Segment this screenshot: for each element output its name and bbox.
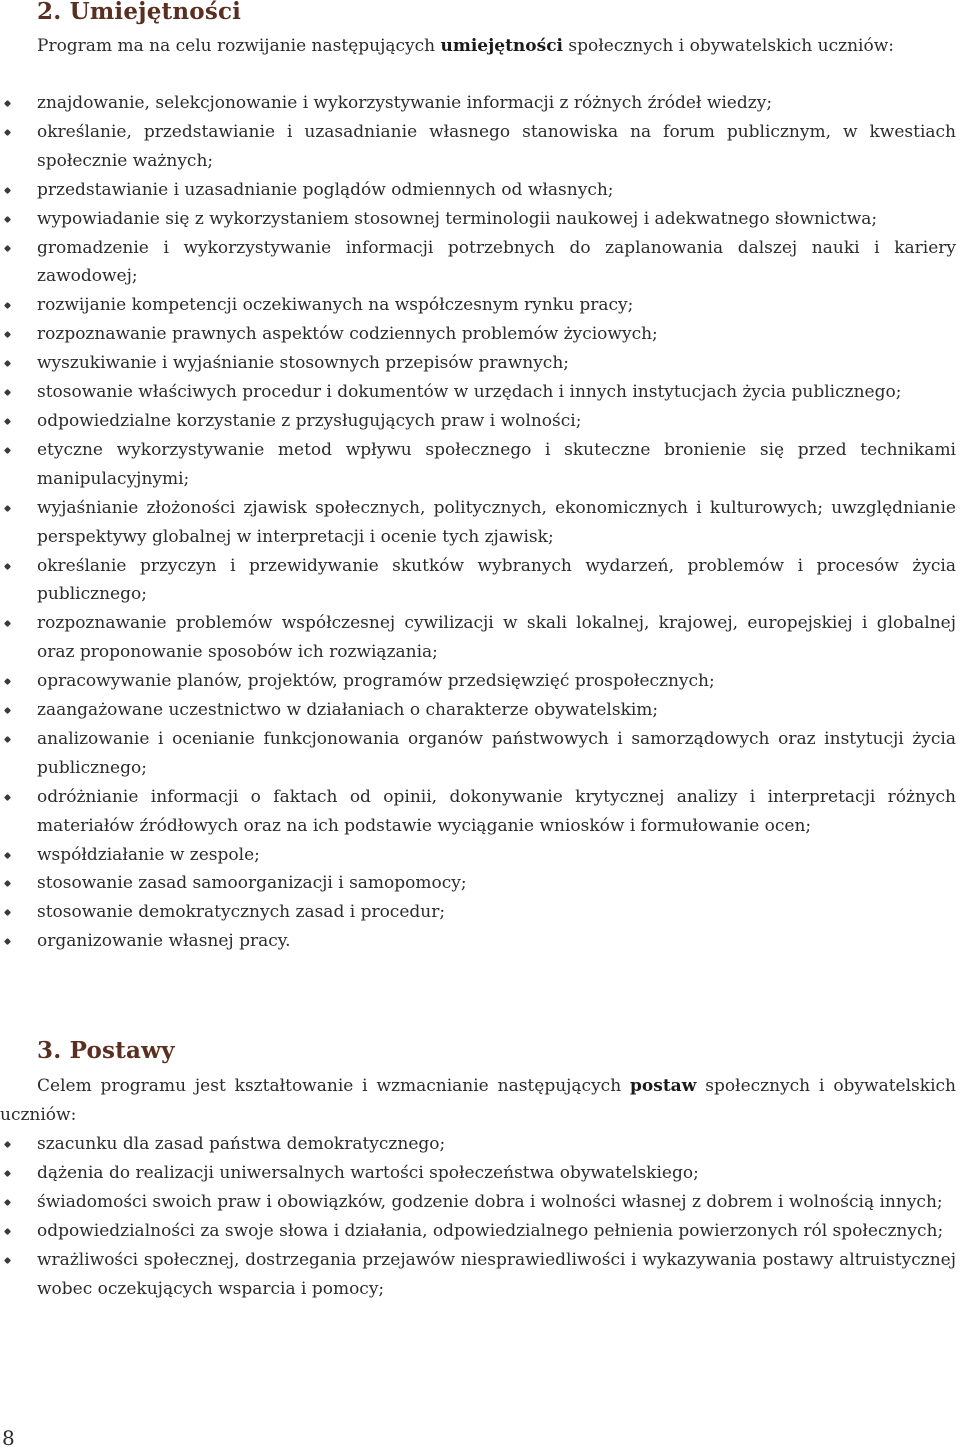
list-item — [0, 205, 960, 234]
bullet-icon — [4, 909, 11, 916]
list-item-text: świadomości swoich praw i obowiązków, godzenie dobra i wolności własnej z dobrem i wolnością innych; — [37, 1191, 943, 1212]
list-item — [0, 1188, 960, 1217]
list-item — [0, 898, 960, 927]
bullet-icon — [4, 216, 11, 223]
intro-keyword: postaw — [630, 1076, 697, 1096]
intro-keyword: umiejętności — [440, 36, 564, 56]
bullet-icon — [4, 1199, 11, 1206]
bullet-icon — [4, 244, 11, 251]
bullet-icon — [4, 707, 11, 714]
list-item — [0, 609, 960, 667]
list-item-text: określanie przyczyn i przewidywanie skutków wybranych wydarzeń, problemów i procesów życia publicznego; — [37, 555, 956, 605]
list-item-text: organizowanie własnej pracy. — [37, 931, 291, 952]
list-item-text: szacunku dla zasad państwa demokratycznego; — [37, 1134, 446, 1154]
bullet-icon — [4, 418, 11, 425]
list-item — [0, 494, 960, 552]
intro-text: społecznych i obywatelskich uczniów: — [563, 36, 894, 56]
intro-text: Program ma na celu rozwijanie następujących — [37, 36, 441, 56]
intro-text: Celem programu jest kształtowanie i wzmacnianie następujących — [37, 1076, 631, 1096]
attitudes-list — [0, 1130, 960, 1303]
bullet-icon — [4, 880, 11, 887]
bullet-icon — [4, 1257, 11, 1264]
list-item-text: rozwijanie kompetencji oczekiwanych na współczesnym rynku pracy; — [37, 295, 634, 316]
list-item-text: etyczne wykorzystywanie metod wpływu społecznego i skuteczne bronienie się przed technikami manipulacyjnymi; — [37, 439, 956, 489]
list-item — [0, 320, 960, 349]
list-item-text: rozpoznawanie prawnych aspektów codziennych problemów życiowych; — [37, 324, 658, 345]
list-item — [0, 927, 960, 956]
bullet-icon — [4, 447, 11, 454]
bullet-icon — [4, 187, 11, 194]
list-item-text: określanie, przedstawianie i uzasadnianie własnego stanowiska na forum publicznym, w kwestiach społecznie ważnych; — [37, 121, 956, 171]
list-item — [0, 667, 960, 696]
list-item-text: wypowiadanie się z wykorzystaniem stosownej terminologii naukowej i adekwatnego słownictwa; — [37, 208, 878, 229]
list-item-text: odpowiedzialne korzystanie z przysługujących praw i wolności; — [37, 410, 582, 431]
section-heading: 2. Umiejętności — [37, 0, 242, 25]
section-heading: 3. Postawy — [37, 1037, 175, 1064]
list-item — [0, 349, 960, 378]
list-item — [0, 1159, 960, 1188]
list-item-text: przedstawianie i uzasadnianie poglądów odmiennych od własnych; — [37, 179, 614, 200]
bullet-icon — [4, 794, 11, 801]
list-item — [0, 725, 960, 783]
list-item — [0, 696, 960, 725]
list-item — [0, 234, 960, 292]
bullet-icon — [4, 938, 11, 945]
list-item — [0, 1246, 960, 1304]
bullet-icon — [4, 505, 11, 512]
list-item — [0, 1130, 960, 1159]
list-item — [0, 783, 960, 841]
section-intro — [0, 32, 956, 61]
bullet-icon — [4, 100, 11, 107]
list-item — [0, 176, 960, 205]
list-item-text: stosowanie demokratycznych zasad i procedur; — [37, 902, 446, 923]
section-intro — [0, 1072, 956, 1130]
list-item — [0, 407, 960, 436]
list-item-text: odróżnianie informacji o faktach od opinii, dokonywanie krytycznej analizy i interpretacji różnych materiałów źródłowych oraz na ich podstawie wyciąganie wniosków i formułowanie ocen; — [37, 786, 956, 836]
list-item-text: współdziałanie w zespole; — [37, 844, 260, 865]
list-item — [0, 378, 960, 407]
list-item — [0, 552, 960, 610]
list-item — [0, 869, 960, 898]
list-item-text: odpowiedzialności za swoje słowa i działania, odpowiedzialnego pełnienia powierzonych ról społecznych; — [37, 1220, 944, 1241]
list-item — [0, 436, 960, 494]
skills-list — [0, 89, 960, 956]
bullet-icon — [4, 1141, 11, 1148]
list-item — [0, 841, 960, 870]
bullet-icon — [4, 389, 11, 396]
list-item-text: stosowanie zasad samoorganizacji i samopomocy; — [37, 873, 467, 894]
list-item — [0, 291, 960, 320]
list-item — [0, 89, 960, 118]
list-item-text: dążenia do realizacji uniwersalnych wartości społeczeństwa obywatelskiego; — [37, 1162, 699, 1183]
bullet-icon — [4, 331, 11, 338]
bullet-icon — [4, 852, 11, 859]
list-item-text: wrażliwości społecznej, dostrzegania przejawów niesprawiedliwości i wykazywania postawy altruistycznej wobec oczekujących wsparcia i pomocy; — [37, 1249, 956, 1299]
bullet-icon — [4, 129, 11, 136]
bullet-icon — [4, 302, 11, 309]
list-item-text: rozpoznawanie problemów współczesnej cywilizacji w skali lokalnej, krajowej, europejskiej i globalnej oraz proponowanie sposobów ich rozwiązania; — [37, 613, 956, 663]
list-item-text: znajdowanie, selekcjonowanie i wykorzystywanie informacji z różnych źródeł wiedzy; — [37, 93, 773, 113]
list-item — [0, 1217, 960, 1246]
list-item-text: stosowanie właściwych procedur i dokumentów w urzędach i innych instytucjach życia publicznego; — [37, 382, 902, 403]
bullet-icon — [4, 736, 11, 743]
bullet-icon — [4, 678, 11, 685]
list-item-text: opracowywanie planów, projektów, programów przedsięwzięć prospołecznych; — [37, 671, 715, 692]
intro-text: społecznych i obywatelskich uczniów: — [0, 1076, 956, 1125]
list-item-text: analizowanie i ocenianie funkcjonowania organów państwowych i samorządowych oraz instytucji życia publicznego; — [37, 728, 956, 778]
bullet-icon — [4, 360, 11, 367]
list-item-text: wyszukiwanie i wyjaśnianie stosownych przepisów prawnych; — [37, 353, 569, 374]
list-item-text: gromadzenie i wykorzystywanie informacji potrzebnych do zaplanowania dalszej nauki i kariery zawodowej; — [37, 237, 956, 287]
list-item-text: wyjaśnianie złożoności zjawisk społecznych, politycznych, ekonomicznych i kulturowych; uwzględnianie perspektywy globalnej w interpretacji i ocenie tych zjawisk; — [37, 497, 956, 547]
bullet-icon — [4, 562, 11, 569]
page-number: 8 — [2, 1426, 15, 1450]
bullet-icon — [4, 1170, 11, 1177]
list-item — [0, 118, 960, 176]
bullet-icon — [4, 1228, 11, 1235]
bullet-icon — [4, 620, 11, 627]
list-item-text: zaangażowane uczestnictwo w działaniach o charakterze obywatelskim; — [37, 700, 659, 721]
